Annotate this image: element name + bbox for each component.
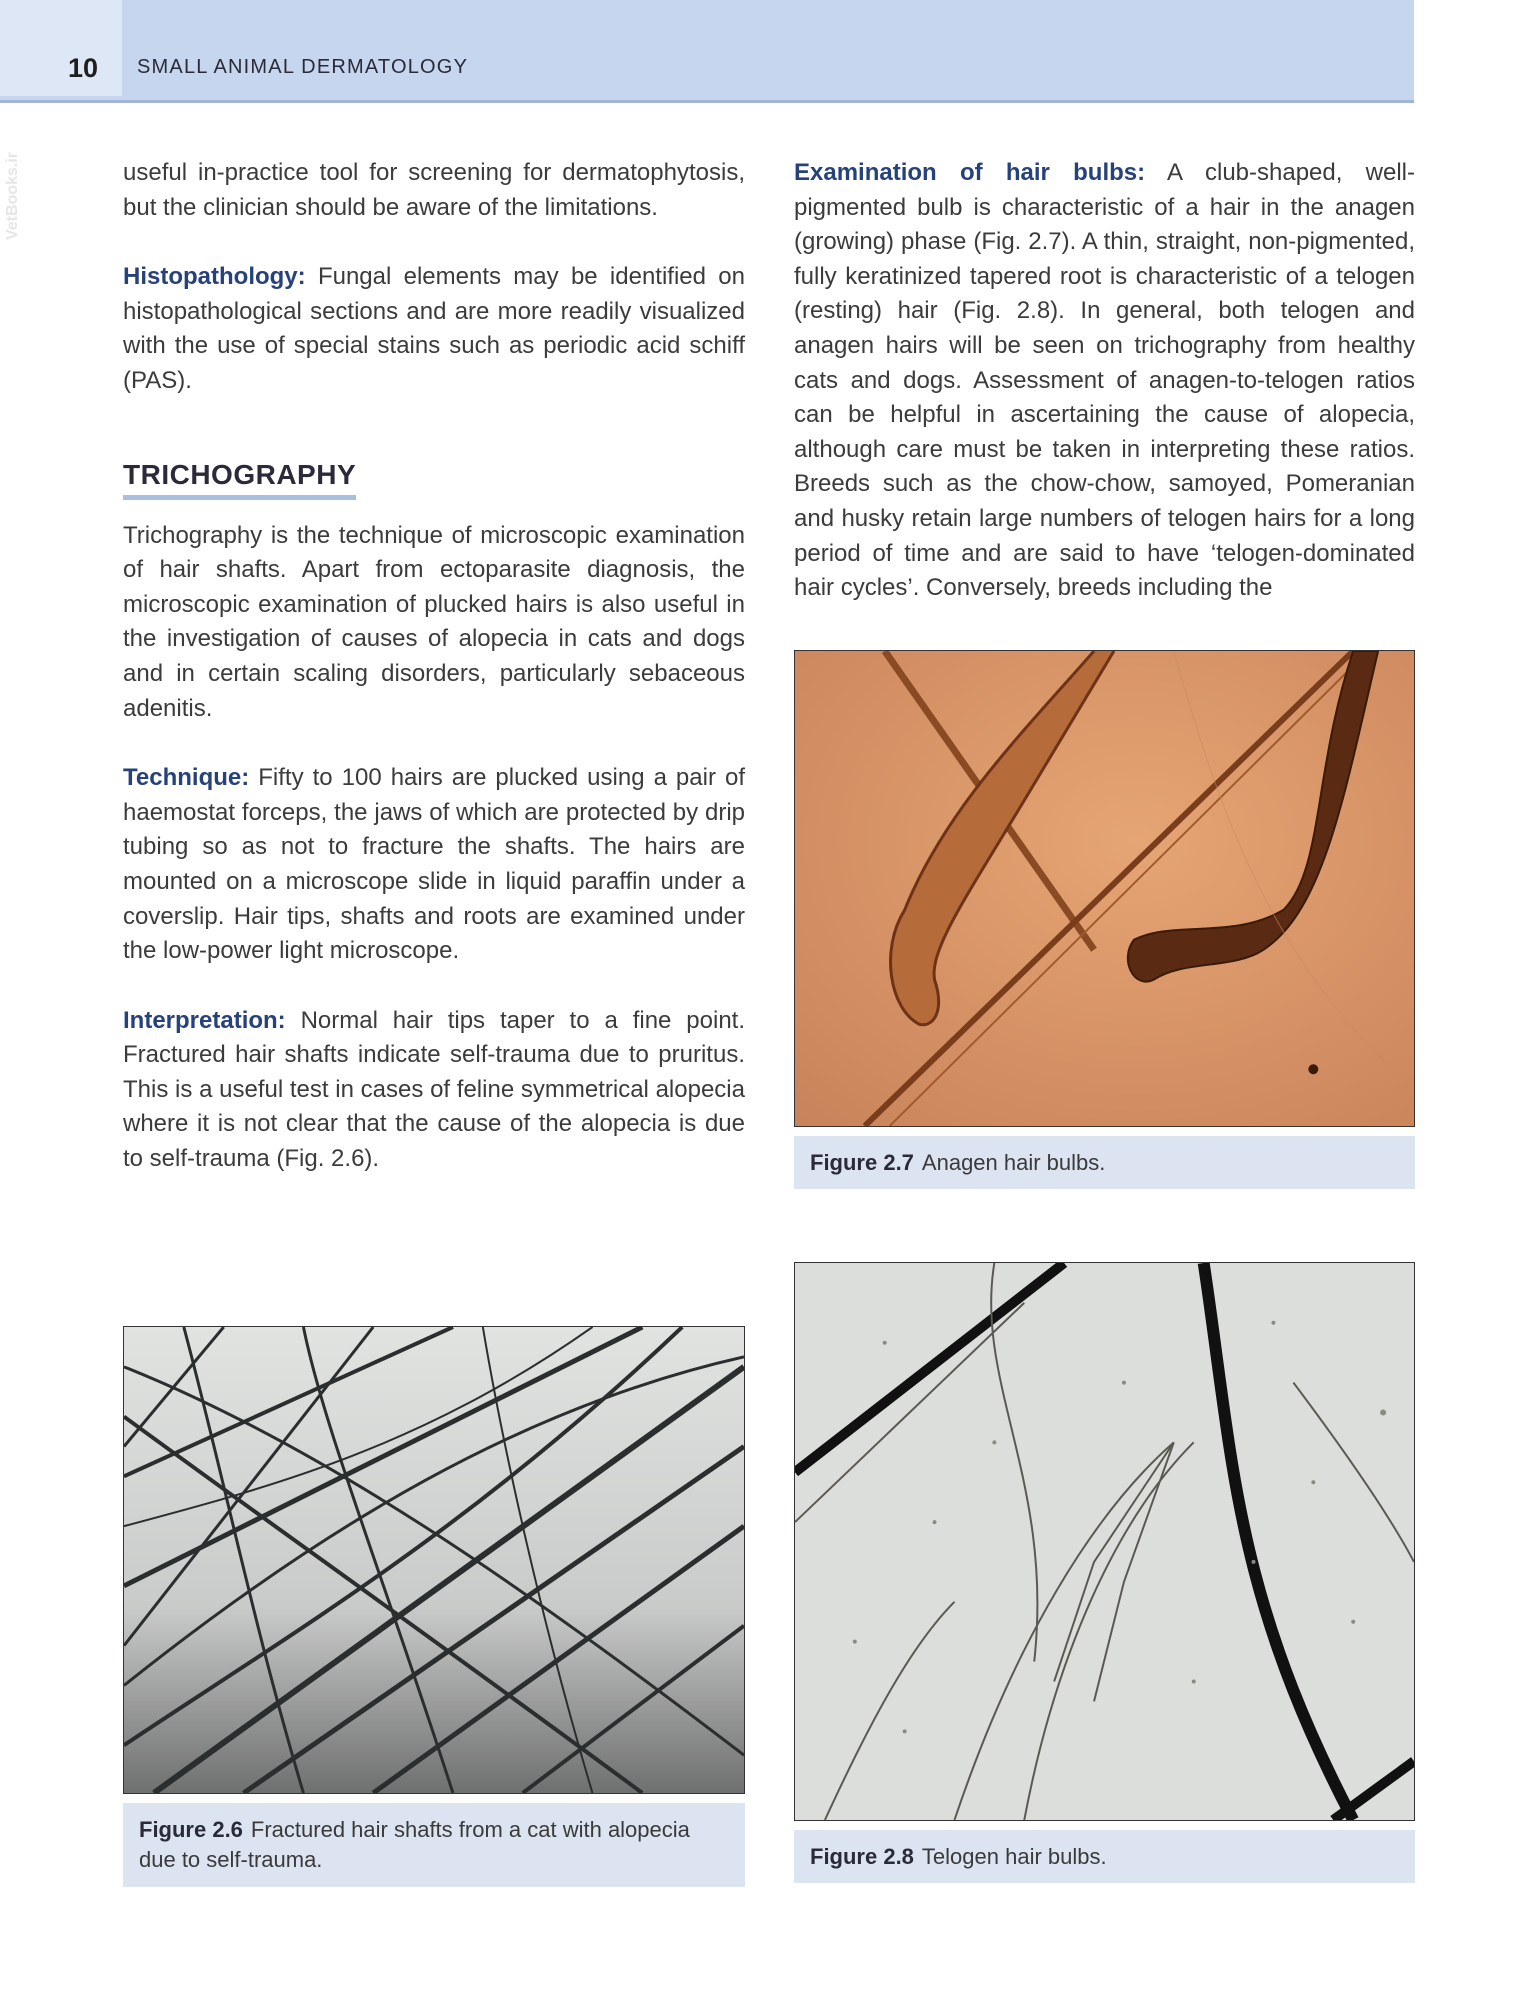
figure-2-6-image bbox=[123, 1326, 745, 1794]
figure-caption-text: Telogen hair bulbs. bbox=[921, 1844, 1107, 1869]
figure-2-8-caption bbox=[794, 1830, 1415, 1883]
section-title: TRICHOGRAPHY bbox=[123, 459, 356, 500]
term-technique: Technique: bbox=[123, 764, 250, 792]
term-interpretation: Interpretation: bbox=[123, 1006, 286, 1034]
figure-2-6-caption bbox=[123, 1803, 745, 1887]
left-column bbox=[123, 156, 745, 1177]
figure-2-7-caption bbox=[794, 1136, 1415, 1189]
histopathology-text: Fungal elements may be identified on histopathological sections and are more readily visualized with the use of special stains such as periodic acid schiff (PAS). bbox=[123, 263, 745, 394]
term-histopathology: Histopathology: bbox=[123, 263, 306, 291]
technique-text: Fifty to 100 hairs are plucked using a pair of haemostat forceps, the jaws of which are protected by drip tubing so as not to fracture the shafts. The hairs are mounted on a microscope slide in liquid paraffin under a coverslip. Hair tips, shafts and roots are examined under the low-power light microscope. bbox=[123, 764, 745, 965]
page-number-box bbox=[0, 0, 122, 96]
figure-label: Figure 2.7 bbox=[810, 1150, 914, 1175]
right-column bbox=[794, 156, 1415, 606]
page-header bbox=[0, 0, 1414, 103]
paragraph-hair-bulbs bbox=[794, 156, 1415, 606]
running-head: SMALL ANIMAL DERMATOLOGY bbox=[137, 56, 469, 78]
paragraph-continued: useful in-practice tool for screening for dermatophytosis, but the clinician should be aware of the limitations. bbox=[123, 159, 745, 221]
hair-bulbs-text: A club-shaped, well-pigmented bulb is characteristic of a hair in the anagen (growing) phase (Fig. 2.7). A thin, straight, non-pigmented, fully keratinized tapered root is characteristic of a telogen (resting) hair (Fig. 2.8). In general, both telogen and anagen hairs will be seen on trichography from healthy cats and dogs. Assessment of anagen-to-telogen ratios can be helpful in ascertaining the cause of alopecia, although care must be taken in interpreting these ratios. Breeds such as the chow-chow, samoyed, Pomeranian and husky retain large numbers of telogen hairs for a long period of time and are said to have ‘telogen-dominated hair cycles’. Conversely, breeds including the bbox=[794, 159, 1416, 602]
figure-label: Figure 2.8 bbox=[810, 1844, 914, 1869]
figure-caption-text: Fractured hair shafts from a cat with alopecia due to self-trauma. bbox=[139, 1817, 690, 1872]
figure-caption-text: Anagen hair bulbs. bbox=[921, 1150, 1106, 1175]
paragraph-intro: Trichography is the technique of microscopic examination of hair shafts. Apart from ectoparasite diagnosis, the microscopic examination of plucked hairs is also useful in the investigation of causes of alopecia in cats and dogs and in certain scaling disorders, particularly sebaceous adenitis. bbox=[123, 521, 745, 722]
watermark: VetBooks.ir bbox=[4, 151, 21, 240]
term-hair-bulbs: Examination of hair bulbs: bbox=[794, 159, 1146, 186]
paragraph-technique bbox=[123, 761, 745, 969]
paragraph-histopathology bbox=[123, 260, 745, 398]
interpretation-text: Normal hair tips taper to a fine point. Fractured hair shafts indicate self-trauma due to pruritus. This is a useful test in cases of feline symmetrical alopecia where it is not clear that the cause of the alopecia is due to self-trauma (Fig. 2.6). bbox=[123, 1006, 745, 1173]
figure-2-8-image bbox=[794, 1262, 1415, 1821]
page-number: 10 bbox=[68, 53, 99, 83]
figure-label: Figure 2.6 bbox=[139, 1817, 243, 1842]
paragraph-interpretation bbox=[123, 1004, 745, 1177]
figure-2-7-image bbox=[794, 650, 1415, 1127]
